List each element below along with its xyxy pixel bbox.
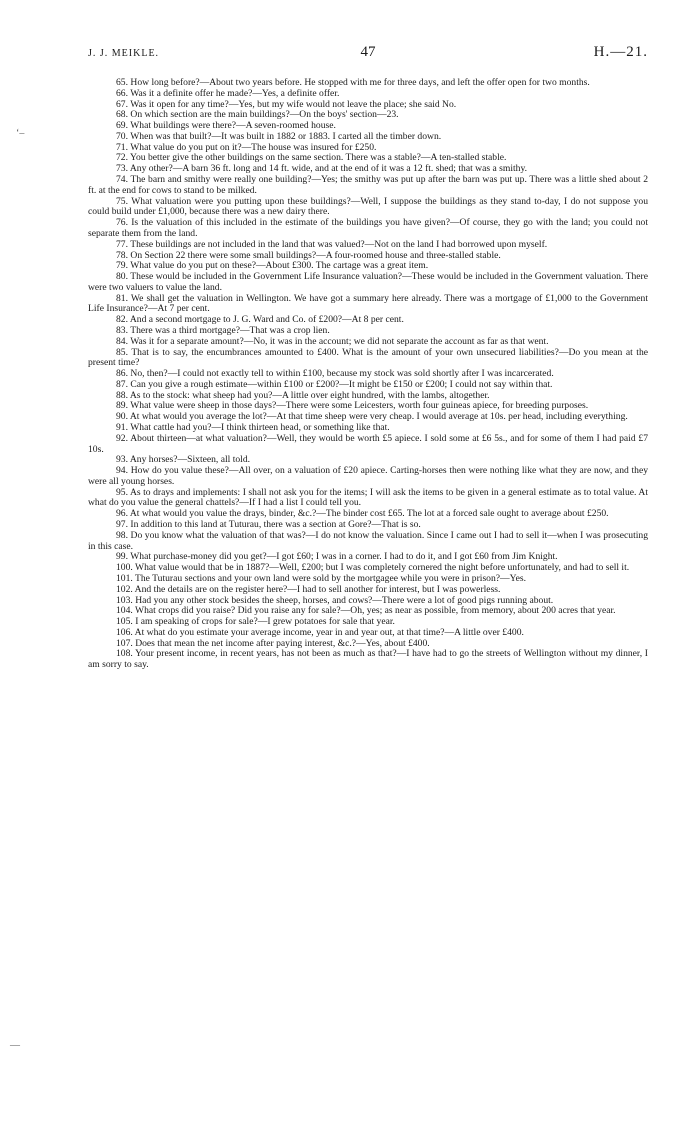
testimony-body (88, 78, 648, 671)
question-answer-paragraph: 104. What crops did you raise? Did you raise any for sale?—Oh, yes; as near as possible, from memory, about 200 acres that year. (116, 605, 616, 617)
question-answer-paragraph: 99. What purchase-money did you get?—I got £60; I was in a corner. I had to do it, and I got £60 from Jim Knight. (116, 551, 558, 563)
question-answer-paragraph: 79. What value do you put on these?—About £300. The cartage was a great item. (116, 260, 429, 272)
paper-reference: H.—21. (593, 44, 648, 60)
question-answer-paragraph: 93. Any horses?—Sixteen, all told. (116, 454, 251, 466)
question-answer-paragraph: 71. What value do you put on it?—The house was insured for £250. (116, 141, 377, 153)
question-answer-paragraph: 66. Was it a definite offer he made?—Yes, a definite offer. (116, 87, 340, 99)
margin-mark: — (10, 1040, 20, 1051)
witness-name: J. J. MEIKLE. (88, 48, 160, 59)
question-answer-paragraph: 101. The Tuturau sections and your own land were sold by the mortgagee while you were in prison?—Yes. (116, 572, 526, 584)
question-answer-paragraph: 107. Does that mean the net income after paying interest, &c.?—Yes, about £400. (116, 637, 430, 649)
question-answer-paragraph: 100. What value would that be in 1887?—Well, £200; but I was completely cornered the night before unfortunately, and had to sell it. (116, 562, 630, 574)
question-answer-paragraph: 84. Was it for a separate amount?—No, it was in the account; we did not separate the account as far as that went. (116, 335, 549, 347)
question-answer-paragraph: 72. You better give the other buildings on the same section. There was a stable?—A ten-stalled stable. (116, 152, 507, 164)
page-header (88, 44, 648, 66)
question-answer-paragraph: 103. Had you any other stock besides the sheep, horses, and cows?—There were a lot of good pigs running about. (116, 594, 554, 606)
question-answer-paragraph: 91. What cattle had you?—I think thirteen head, or something like that. (116, 422, 390, 433)
margin-mark: ‘– (16, 128, 25, 139)
question-answer-paragraph: 77. These buildings are not included in the land that was valued?—Not on the land I had borrowed upon myself. (116, 238, 548, 250)
question-answer-paragraph: 85. That is to say, the encumbrances amounted to £400. What is the amount of your own unsecured liabilities?—Do you mean at the present time? (88, 346, 648, 369)
question-answer-paragraph: 80. These would be included in the Government Life Insurance valuation?—These would be included in the Government valuation. There were two valuers to value the land. (88, 271, 648, 293)
question-answer-paragraph: 92. About thirteen—at what valuation?—Well, they would be worth £5 apiece. I sold some at £6 5s., and for some of them I had paid £7 10s. (88, 432, 648, 455)
question-answer-paragraph: 83. There was a third mortgage?—That was a crop lien. (116, 324, 330, 336)
question-answer-paragraph: 98. Do you know what the valuation of that was?—I do not know the valuation. Since I came out I had to sell it—when I was prosecuting in this case. (88, 529, 648, 552)
question-answer-paragraph: 86. No, then?—I could not exactly tell to within £100, because my stock was sold shortly after I was incarcerated. (116, 368, 554, 380)
question-answer-paragraph: 94. How do you value these?—All over, on a valuation of £20 apiece. Carting-horses then were nothing like what they are now, and they were all young horses. (88, 465, 648, 487)
question-answer-paragraph: 89. What value were sheep in those days?—There were some Leicesters, worth four guineas apiece, for breeding purposes. (116, 400, 589, 412)
question-answer-paragraph: 69. What buildings were there?—A seven-roomed house. (116, 120, 336, 132)
question-answer-paragraph: 65. How long before?—About two years before. He stopped with me for three days, and left the offer open for two months. (116, 77, 590, 88)
question-answer-paragraph: 70. When was that built?—It was built in 1882 or 1883. I carted all the timber down. (116, 130, 442, 142)
question-answer-paragraph: 67. Was it open for any time?—Yes, but my wife would not leave the place; she said No. (116, 98, 457, 110)
question-answer-paragraph: 87. Can you give a rough estimate—within £100 or £200?—It might be £150 or £200; I could not say within that. (116, 378, 553, 390)
question-answer-paragraph: 73. Any other?—A barn 36 ft. long and 14 ft. wide, and at the end of it was a 12 ft. shed; that was a smithy. (116, 163, 528, 175)
question-answer-paragraph: 95. As to drays and implements: I shall not ask you for the items; I will ask the items to be given in a general estimate as to total value. At what do you value the general chattels?—If I had a list I could tell you. (88, 486, 648, 509)
question-answer-paragraph: 76. Is the valuation of this included in the estimate of the buildings you have given?—Of course, they go with the land; you could not separate them from the land. (88, 217, 648, 239)
page-number: 47 (360, 44, 376, 60)
question-answer-paragraph: 106. At what do you estimate your average income, year in and year out, at that time?—A little over £400. (116, 626, 524, 638)
question-answer-paragraph: 97. In addition to this land at Tuturau, there was a section at Gore?—That is so. (116, 519, 421, 531)
question-answer-paragraph: 81. We shall get the valuation in Wellington. We have got a summary here already. There was a mortgage of £1,000 to the Government Life Insurance?—At 7 per cent. (88, 292, 648, 315)
question-answer-paragraph: 105. I am speaking of crops for sale?—I grew potatoes for sale that year. (116, 616, 395, 628)
question-answer-paragraph: 74. The barn and smithy were really one building?—Yes; the smithy was put up after the barn was put up. There was a little shed about 2 ft. at the end for cows to stand to be milked. (88, 174, 648, 196)
question-answer-paragraph: 75. What valuation were you putting upon these buildings?—Well, I suppose the buildings as they stand to-day, I do not suppose you could build under £1,000, because there was a new dairy there. (88, 195, 648, 218)
question-answer-paragraph: 108. Your present income, in recent years, has not been as much as that?—I have had to go the streets of Wellington without my dinner, I am sorry to say. (88, 648, 648, 671)
question-answer-paragraph: 68. On which section are the main buildings?—On the boys' section—23. (116, 109, 399, 121)
question-answer-paragraph: 102. And the details are on the register here?—I had to sell another for interest, but I was powerless. (116, 583, 501, 595)
question-answer-paragraph: 90. At what would you average the lot?—At that time sheep were very cheap. I would average at 10s. per head, including everything. (116, 411, 628, 423)
question-answer-paragraph: 88. As to the stock: what sheep had you?—A little over eight hundred, with the lambs, altogether. (116, 389, 490, 401)
question-answer-paragraph: 78. On Section 22 there were some small buildings?—A four-roomed house and three-stalled stable. (116, 249, 501, 261)
question-answer-paragraph: 96. At what would you value the drays, binder, &c.?—The binder cost £65. The lot at a forced sale ought to average about £250. (116, 508, 609, 520)
question-answer-paragraph: 82. And a second mortgage to J. G. Ward and Co. of £200?—At 8 per cent. (116, 314, 404, 326)
